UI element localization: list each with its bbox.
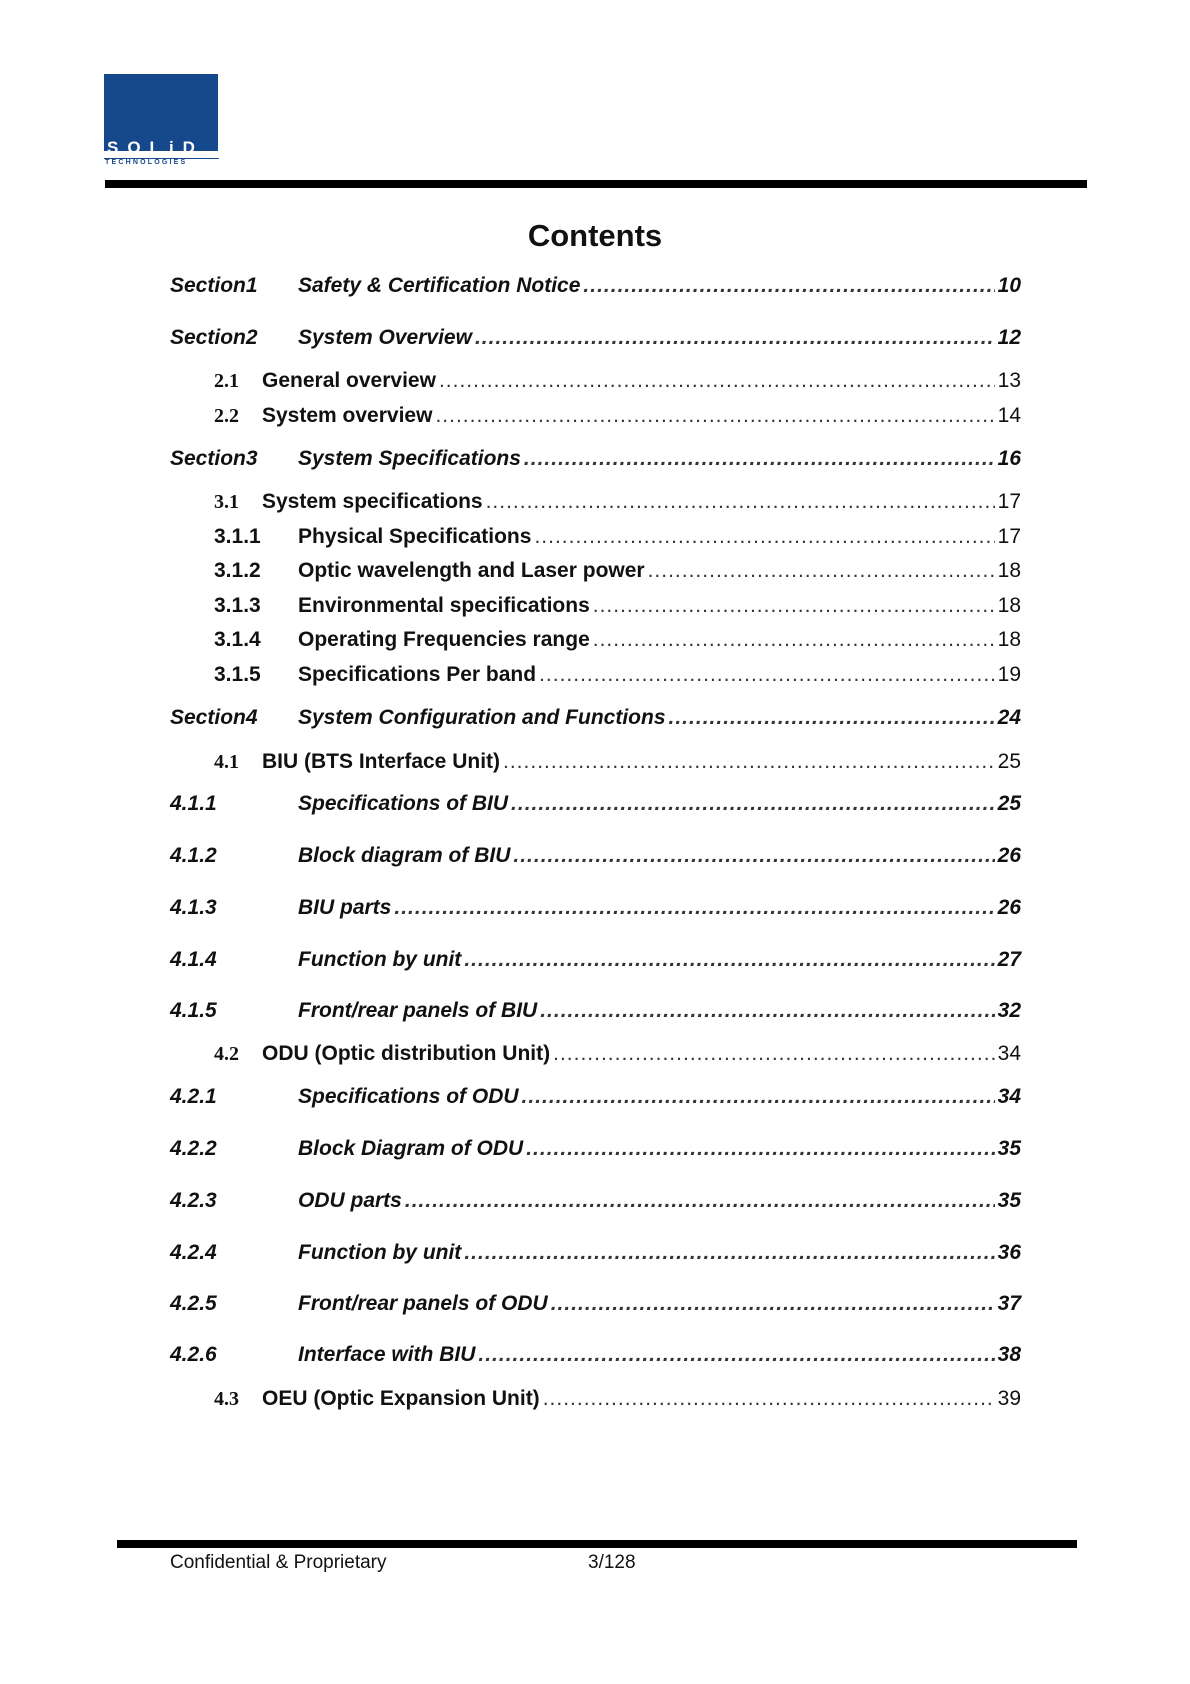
toc-leader-dots: [405, 1189, 995, 1213]
toc-entry[interactable]: [170, 490, 1021, 518]
toc-entry-title: Specifications Per band: [298, 663, 537, 686]
toc-entry-title: Function by unit: [298, 1241, 462, 1264]
toc-entry-number: 4.1.5: [170, 999, 217, 1022]
toc-entry-page: 25: [997, 792, 1021, 815]
toc-entry-number: 4.1.3: [170, 896, 217, 919]
toc-leader-dots: [464, 948, 994, 972]
toc-entry[interactable]: [170, 1292, 1021, 1320]
footer-rule: [117, 1540, 1077, 1548]
toc-leader-dots: [524, 447, 995, 471]
toc-entry-number: 3.1.1: [214, 525, 261, 548]
toc-entry-title: Interface with BIU: [298, 1343, 476, 1366]
toc-entry-title: Front/rear panels of BIU: [298, 999, 538, 1022]
toc-leader-dots: [503, 750, 995, 774]
header-rule: [105, 180, 1087, 188]
toc-entry[interactable]: [170, 750, 1021, 778]
toc-entry-number: 4.1.2: [170, 844, 217, 867]
toc-entry-page: 32: [997, 999, 1021, 1022]
toc-entry-number: Section1: [170, 274, 258, 297]
toc-entry-number: 2.1: [214, 370, 239, 392]
toc-leader-dots: [475, 326, 995, 350]
toc-entry[interactable]: [170, 594, 1021, 622]
toc-leader-dots: [593, 594, 995, 618]
toc-entry-number: 4.2: [214, 1043, 239, 1065]
toc-entry[interactable]: [170, 404, 1021, 432]
toc-entry[interactable]: [170, 628, 1021, 656]
toc-leader-dots: [583, 274, 994, 298]
toc-entry[interactable]: [170, 663, 1021, 691]
toc-entry-title: Specifications of ODU: [298, 1085, 519, 1108]
toc-leader-dots: [648, 559, 995, 583]
toc-leader-dots: [540, 999, 994, 1023]
toc-entry[interactable]: [170, 1241, 1021, 1269]
toc-leader-dots: [439, 369, 995, 393]
toc-entry-page: 38: [997, 1343, 1021, 1366]
toc-entry-number: 4.2.2: [170, 1137, 217, 1160]
toc-entry-title: ODU parts: [298, 1189, 402, 1212]
toc-entry-number: 4.2.4: [170, 1241, 217, 1264]
toc-entry-title: System overview: [262, 404, 433, 427]
toc-entry[interactable]: [170, 447, 1021, 475]
toc-entry-number: 3.1.3: [214, 594, 261, 617]
toc-entry-number: 3.1.2: [214, 559, 261, 582]
toc-entry[interactable]: [170, 326, 1021, 354]
toc-entry-number: 4.2.6: [170, 1343, 217, 1366]
toc-entry-title: Block diagram of BIU: [298, 844, 511, 867]
toc-entry-page: 10: [997, 274, 1021, 297]
toc-leader-dots: [522, 1085, 995, 1109]
toc-entry-number: 4.3: [214, 1388, 239, 1410]
toc-leader-dots: [553, 1042, 995, 1066]
toc-entry-number: 3.1: [214, 491, 239, 513]
toc-entry-number: Section3: [170, 447, 258, 470]
toc-entry-page: 35: [997, 1137, 1021, 1160]
toc-entry[interactable]: [170, 1387, 1021, 1415]
toc-entry-page: 39: [997, 1387, 1021, 1410]
toc-entry-page: 17: [997, 525, 1021, 548]
toc-entry[interactable]: [170, 369, 1021, 397]
toc-entry[interactable]: [170, 1042, 1021, 1070]
toc-entry-title: Function by unit: [298, 948, 462, 971]
footer-page-number: 3/128: [588, 1552, 636, 1573]
toc-entry[interactable]: [170, 896, 1021, 924]
toc-entry-title: Block Diagram of ODU: [298, 1137, 524, 1160]
toc-entry-page: 17: [997, 490, 1021, 513]
toc-entry-title: Specifications of BIU: [298, 792, 509, 815]
toc-entry[interactable]: [170, 274, 1021, 302]
toc-leader-dots: [526, 1137, 994, 1161]
toc-entry-title: System specifications: [262, 490, 483, 513]
toc-entry-number: Section4: [170, 706, 258, 729]
toc-leader-dots: [394, 896, 994, 920]
toc-entry-title: System Overview: [298, 326, 472, 349]
toc-leader-dots: [511, 792, 995, 816]
page-title: Contents: [527, 218, 663, 253]
logo-name: SOLiD: [107, 138, 204, 157]
toc-entry-page: 18: [997, 628, 1021, 651]
toc-entry[interactable]: [170, 844, 1021, 872]
toc-entry-title: Physical Specifications: [298, 525, 532, 548]
toc-entry-title: Front/rear panels of ODU: [298, 1292, 548, 1315]
toc-leader-dots: [539, 663, 995, 687]
toc-entry-number: 4.1.4: [170, 948, 217, 971]
toc-entry-page: 26: [997, 844, 1021, 867]
toc-entry-title: Safety & Certification Notice: [298, 274, 581, 297]
toc-entry-page: 19: [997, 663, 1021, 686]
toc-entry-number: Section2: [170, 326, 258, 349]
toc-entry-number: 2.2: [214, 405, 239, 427]
toc-entry-page: 18: [997, 594, 1021, 617]
toc-entry-page: 14: [997, 404, 1021, 427]
toc-entry[interactable]: [170, 1137, 1021, 1165]
toc-entry-page: 12: [997, 326, 1021, 349]
toc-entry-page: 25: [997, 750, 1021, 773]
toc-entry[interactable]: [170, 1085, 1021, 1113]
toc-entry[interactable]: [170, 792, 1021, 820]
toc-leader-dots: [513, 844, 994, 868]
toc-entry-number: 3.1.5: [214, 663, 261, 686]
toc-entry-title: System Configuration and Functions: [298, 706, 666, 729]
toc-entry-number: 4.2.1: [170, 1085, 217, 1108]
toc-entry[interactable]: [170, 559, 1021, 587]
toc-entry-page: 34: [997, 1042, 1021, 1065]
toc-entry-title: Operating Frequencies range: [298, 628, 590, 651]
toc-leader-dots: [435, 404, 994, 428]
toc-leader-dots: [551, 1292, 995, 1316]
toc-entry-page: 18: [997, 559, 1021, 582]
toc-entry-page: 13: [997, 369, 1021, 392]
toc-leader-dots: [543, 1387, 995, 1411]
footer-confidential: Confidential & Proprietary: [170, 1552, 387, 1573]
toc-entry-number: 4.1.1: [170, 792, 217, 815]
company-logo: [104, 74, 218, 167]
toc-entry-page: 37: [997, 1292, 1021, 1315]
toc-entry-title: BIU (BTS Interface Unit): [262, 750, 501, 773]
toc-leader-dots: [669, 706, 995, 730]
toc-entry[interactable]: [170, 948, 1021, 976]
toc-entry[interactable]: [170, 706, 1021, 734]
toc-entry-title: System Specifications: [298, 447, 521, 470]
toc-entry[interactable]: [170, 525, 1021, 553]
toc-entry-number: 3.1.4: [214, 628, 261, 651]
toc-entry-title: OEU (Optic Expansion Unit): [262, 1387, 540, 1410]
toc-entry[interactable]: [170, 999, 1021, 1027]
toc-leader-dots: [486, 490, 995, 514]
toc-entry-number: 4.2.3: [170, 1189, 217, 1212]
toc-entry-title: BIU parts: [298, 896, 392, 919]
toc-entry-number: 4.2.5: [170, 1292, 217, 1315]
toc-leader-dots: [534, 525, 994, 549]
toc-entry-title: General overview: [262, 369, 436, 392]
toc-entry-page: 27: [997, 948, 1021, 971]
toc-entry-number: 4.1: [214, 751, 239, 773]
toc-entry-page: 26: [997, 896, 1021, 919]
toc-leader-dots: [478, 1343, 994, 1367]
toc-entry-title: Environmental specifications: [298, 594, 590, 617]
toc-entry-title: Optic wavelength and Laser power: [298, 559, 645, 582]
toc-leader-dots: [464, 1241, 994, 1265]
logo-subtitle: TECHNOLOGIES: [104, 158, 219, 166]
toc-entry[interactable]: [170, 1343, 1021, 1371]
toc-entry-page: 35: [997, 1189, 1021, 1212]
toc-entry-page: 16: [997, 447, 1021, 470]
toc-entry-page: 36: [997, 1241, 1021, 1264]
toc-entry-title: ODU (Optic distribution Unit): [262, 1042, 551, 1065]
toc-entry-page: 24: [997, 706, 1021, 729]
toc-entry-page: 34: [997, 1085, 1021, 1108]
toc-entry[interactable]: [170, 1189, 1021, 1217]
toc-leader-dots: [593, 628, 995, 652]
